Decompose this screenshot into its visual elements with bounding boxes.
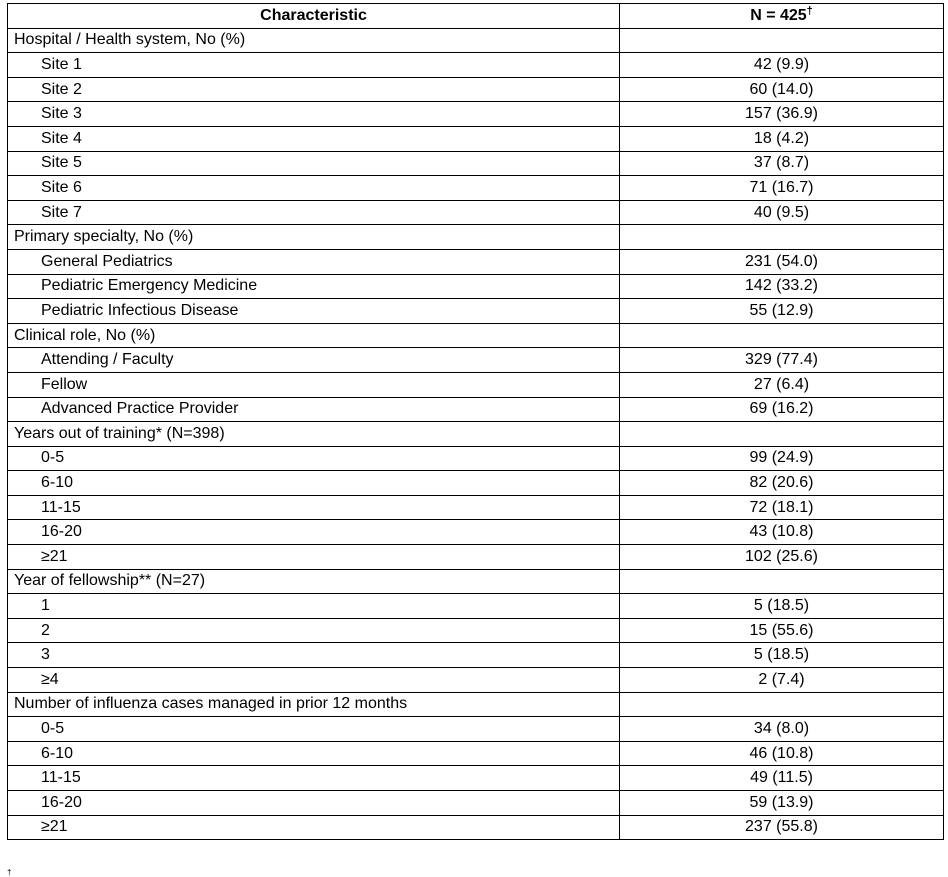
table-row xyxy=(8,446,944,471)
section-header-row xyxy=(8,422,944,447)
section-value-empty xyxy=(620,28,944,53)
table-row xyxy=(8,102,944,127)
section-header-row xyxy=(8,569,944,594)
row-value: 34 (8.0) xyxy=(620,717,944,742)
row-value: 82 (20.6) xyxy=(620,471,944,496)
row-label: Fellow xyxy=(8,372,620,397)
row-label: 1 xyxy=(8,594,620,619)
header-n-label: N = 425 xyxy=(750,6,807,24)
table-row xyxy=(8,53,944,78)
row-value: 72 (18.1) xyxy=(620,495,944,520)
table-row xyxy=(8,176,944,201)
row-value: 55 (12.9) xyxy=(620,299,944,324)
section-value-empty xyxy=(620,225,944,250)
row-value: 2 (7.4) xyxy=(620,668,944,693)
row-value: 46 (10.8) xyxy=(620,741,944,766)
row-label: 6-10 xyxy=(8,471,620,496)
table-row xyxy=(8,471,944,496)
section-header-row xyxy=(8,323,944,348)
row-value: 42 (9.9) xyxy=(620,53,944,78)
table-row xyxy=(8,77,944,102)
row-label: Site 4 xyxy=(8,126,620,151)
row-label: ≥4 xyxy=(8,668,620,693)
row-label: 16-20 xyxy=(8,791,620,816)
footnote-mark: † xyxy=(7,868,12,877)
header-n-total xyxy=(620,4,944,29)
row-label: 11-15 xyxy=(8,766,620,791)
table-body xyxy=(8,28,944,840)
row-label: Site 7 xyxy=(8,200,620,225)
table-row xyxy=(8,594,944,619)
table-row xyxy=(8,495,944,520)
table-row xyxy=(8,299,944,324)
table-row xyxy=(8,791,944,816)
row-label: Pediatric Emergency Medicine xyxy=(8,274,620,299)
row-value: 71 (16.7) xyxy=(620,176,944,201)
row-value: 102 (25.6) xyxy=(620,545,944,570)
table-row xyxy=(8,545,944,570)
row-value: 329 (77.4) xyxy=(620,348,944,373)
section-label: Year of fellowship** (N=27) xyxy=(8,569,620,594)
row-label: 2 xyxy=(8,618,620,643)
table-row xyxy=(8,618,944,643)
characteristics-table xyxy=(7,3,944,840)
row-value: 43 (10.8) xyxy=(620,520,944,545)
section-value-empty xyxy=(620,422,944,447)
section-label: Number of influenza cases managed in prior 12 months xyxy=(8,692,620,717)
section-value-empty xyxy=(620,569,944,594)
table-row xyxy=(8,766,944,791)
row-value: 5 (18.5) xyxy=(620,643,944,668)
table-row xyxy=(8,668,944,693)
row-label: Site 2 xyxy=(8,77,620,102)
row-label: 3 xyxy=(8,643,620,668)
table-header-row xyxy=(8,4,944,29)
row-label: Advanced Practice Provider xyxy=(8,397,620,422)
row-value: 231 (54.0) xyxy=(620,249,944,274)
row-value: 27 (6.4) xyxy=(620,372,944,397)
section-label: Hospital / Health system, No (%) xyxy=(8,28,620,53)
section-value-empty xyxy=(620,692,944,717)
table-row xyxy=(8,348,944,373)
table-row xyxy=(8,815,944,840)
header-characteristic: Characteristic xyxy=(8,4,620,29)
row-value: 18 (4.2) xyxy=(620,126,944,151)
row-value: 5 (18.5) xyxy=(620,594,944,619)
table-row xyxy=(8,274,944,299)
row-label: 0-5 xyxy=(8,717,620,742)
row-label: Attending / Faculty xyxy=(8,348,620,373)
row-value: 40 (9.5) xyxy=(620,200,944,225)
section-label: Primary specialty, No (%) xyxy=(8,225,620,250)
table-row xyxy=(8,151,944,176)
section-header-row xyxy=(8,28,944,53)
row-value: 142 (33.2) xyxy=(620,274,944,299)
row-label: 0-5 xyxy=(8,446,620,471)
table-row xyxy=(8,741,944,766)
table-row xyxy=(8,397,944,422)
row-value: 49 (11.5) xyxy=(620,766,944,791)
table-row xyxy=(8,717,944,742)
table-row xyxy=(8,520,944,545)
row-label: ≥21 xyxy=(8,815,620,840)
row-label: Site 5 xyxy=(8,151,620,176)
row-value: 157 (36.9) xyxy=(620,102,944,127)
section-label: Years out of training* (N=398) xyxy=(8,422,620,447)
table-row xyxy=(8,372,944,397)
row-value: 99 (24.9) xyxy=(620,446,944,471)
row-value: 15 (55.6) xyxy=(620,618,944,643)
section-value-empty xyxy=(620,323,944,348)
row-label: 11-15 xyxy=(8,495,620,520)
table-row xyxy=(8,200,944,225)
row-value: 37 (8.7) xyxy=(620,151,944,176)
row-label: 6-10 xyxy=(8,741,620,766)
row-label: 16-20 xyxy=(8,520,620,545)
row-label: General Pediatrics xyxy=(8,249,620,274)
row-value: 59 (13.9) xyxy=(620,791,944,816)
row-value: 69 (16.2) xyxy=(620,397,944,422)
row-value: 237 (55.8) xyxy=(620,815,944,840)
table-row xyxy=(8,126,944,151)
table-row xyxy=(8,643,944,668)
row-label: Pediatric Infectious Disease xyxy=(8,299,620,324)
row-label: Site 3 xyxy=(8,102,620,127)
dagger-mark: † xyxy=(806,4,813,17)
section-header-row xyxy=(8,225,944,250)
section-label: Clinical role, No (%) xyxy=(8,323,620,348)
row-label: ≥21 xyxy=(8,545,620,570)
row-label: Site 1 xyxy=(8,53,620,78)
row-label: Site 6 xyxy=(8,176,620,201)
table-row xyxy=(8,249,944,274)
row-value: 60 (14.0) xyxy=(620,77,944,102)
section-header-row xyxy=(8,692,944,717)
